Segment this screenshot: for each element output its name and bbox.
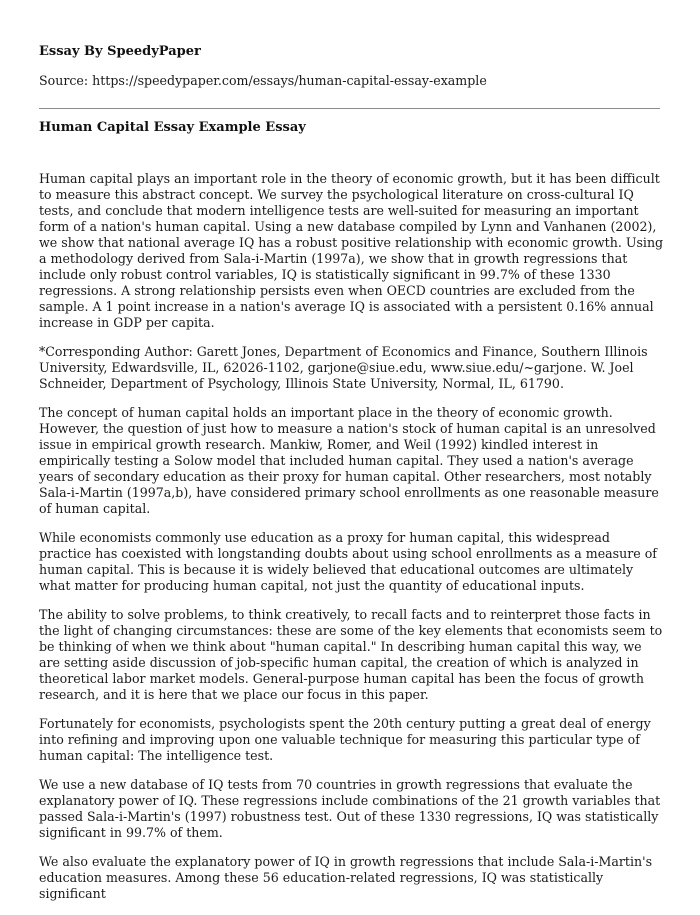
essay-title: Human Capital Essay Example Essay	[39, 120, 306, 135]
paragraph: We use a new database of IQ tests from 70 countries in growth regressions that evaluate the explanatory power of IQ. These regressions include combinations of the 21 growth variables that passed Sala-i-Martin's (1997) robustness test. Out of these 1330 regressions, IQ was statistically significant in 99.7% of them.	[39, 777, 661, 840]
paragraph: *Corresponding Author: Garett Jones, Department of Economics and Finance, Southern Illinois University, Edwardsville, IL, 62026-1102, garjone@siue.edu, www.siue.edu/~garjone. W. Joel Schneider, Department of Psychology, Illinois State University, Normal, IL, 61790.	[39, 344, 648, 391]
paragraph: The concept of human capital holds an important place in the theory of economic growth. However, the question of just how to measure a nation's stock of human capital is an unresolved issue in empirical growth research. Mankiw, Romer, and Weil (1992) kindled interest in empirically testing a Solow model that included human capital. They used a nation's average years of secondary education as their proxy for human capital. Other researchers, most notably Sala-i-Martin (1997a,b), have considered primary school enrollments as one reasonable measure of human capital.	[39, 405, 659, 516]
document-header: Essay By SpeedyPaper	[39, 44, 201, 59]
paragraph: While economists commonly use education as a proxy for human capital, this widespread practice has coexisted with longstanding doubts about using school enrollments as a measure of human capital. This is because it is widely believed that educational outcomes are ultimately what matter for producing human capital, not just the quantity of educational inputs.	[39, 530, 657, 593]
divider	[39, 108, 660, 109]
essay-body	[39, 171, 665, 915]
paragraph: We also evaluate the explanatory power of IQ in growth regressions that include Sala-i-Martin's education measures. Among these 56 education-related regressions, IQ was statistically significant	[39, 854, 653, 901]
paragraph: Fortunately for economists, psychologists spent the 20th century putting a great deal of energy into refining and improving upon one valuable technique for measuring this particular type of human capital: The intelligence test.	[39, 716, 651, 763]
paragraph: The ability to solve problems, to think creatively, to recall facts and to reinterpret those facts in the light of changing circumstances: these are some of the key elements that economists seem to be thinking of when we think about "human capital." In describing human capital this way, we are setting aside discussion of job-specific human capital, the creation of which is analyzed in theoretical labor market models. General-purpose human capital has been the focus of growth research, and it is here that we place our focus in this paper.	[39, 607, 663, 702]
source-line: Source: https://speedypaper.com/essays/human-capital-essay-example	[39, 73, 487, 88]
paragraph: Human capital plays an important role in the theory of economic growth, but it has been difficult to measure this abstract concept. We survey the psychological literature on cross-cultural IQ tests, and conclude that modern intelligence tests are well-suited for measuring an important form of a nation's human capital. Using a new database compiled by Lynn and Vanhanen (2002), we show that national average IQ has a robust positive relationship with economic growth. Using a methodology derived from Sala-i-Martin (1997a), we show that in growth regressions that include only robust control variables, IQ is statistically significant in 99.7% of these 1330 regressions. A strong relationship persists even when OECD countries are excluded from the sample. A 1 point increase in a nation's average IQ is associated with a persistent 0.16% annual increase in GDP per capita.	[39, 171, 664, 330]
